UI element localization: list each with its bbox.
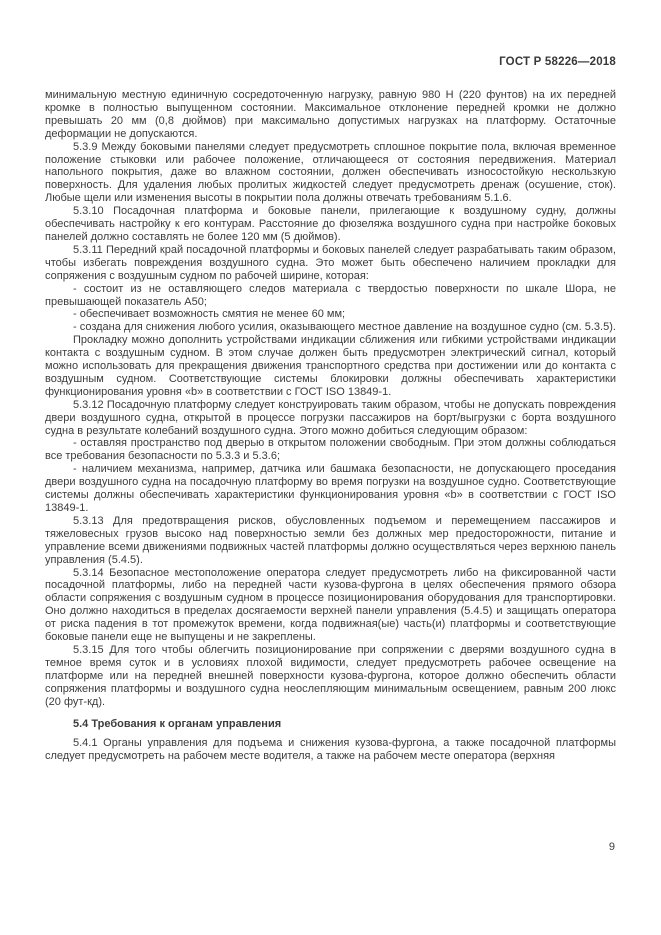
- list-item-local-pressure: - создана для снижения любого усилия, оказывающего местное давление на воздушное судно (см. 5.3.5).: [73, 321, 616, 334]
- list-item-safety-shoe: - наличием механизма, например, датчика или башмака безопасности, не допускающего проседания двери воздушного судна на посадочную платформу во время погрузки на воздушное судно. Соответствующие системы должны обеспечивать характеристики функционирования уровня «b» в соответствии с ГОСТ ISO 13849-1.: [45, 463, 616, 514]
- paragraph-5-3-13: 5.3.13 Для предотвращения рисков, обусловленных подъемом и перемещением пассажиров и тяжеловесных грузов высоко над поверхностью земли без должных мер предосторожности, питание и управление всеми движениями подвижных частей платформы должно осуществляться через верхнюю панель управления (5.4.5).: [45, 514, 616, 566]
- paragraph-5-3-10: 5.3.10 Посадочная платформа и боковые панели, прилегающие к воздушному судну, должны обеспечивать настройку к его контурам. Расстояние до фюзеляжа воздушного судна при настройке боковых панелей должно составлять не более 120 мм (5 дюймов).: [45, 205, 616, 243]
- document-body: [45, 89, 616, 763]
- paragraph-5-3-9: 5.3.9 Между боковыми панелями следует предусмотреть сплошное покрытие пола, включая временное положение стыковки или рабочее положение, отличающееся от состояния передвижения. Материал напольного покрытия, даже во влажном состоянии, должен обеспечивать износостойкую нескользкую поверхность. Для удаления любых пролитых жидкостей следует предусмотреть дренаж (осушение, сток). Любые щели или изменения высоты в покрытии пола должны отвечать требованиям 5.1.6.: [45, 140, 616, 205]
- paragraph-5-4-1: 5.4.1 Органы управления для подъема и снижения кузова-фургона, а также посадочной платформы следует предусмотреть на рабочем месте водителя, а также на рабочем месте оператора (верхняя: [45, 737, 616, 763]
- paragraph-gasket-indication: Прокладку можно дополнить устройствами индикации сближения или гибкими устройствами индикации контакта с воздушным судном. В этом случае должен быть предусмотрен электрический сигнал, который можно использовать для прекращения движения транспортного средства при достижении или до контакта с воздушным судном. Соответствующие системы блокировки должны обеспечивать характеристики функционирования уровня «b» в соответствии с ГОСТ ISO 13849-1.: [45, 334, 616, 398]
- paragraph-continuation: минимальную местную единичную сосредоточенную нагрузку, равную 980 Н (220 фунтов) на их передней кромке в полностью выпущенном состоянии. Максимальное отклонение передней кромки не должно превышать 20 мм (0,8 дюймов) при максимально допустимых нагрузках на платформу. Остаточные деформации не допускаются.: [45, 89, 616, 140]
- document-header-standard-number: ГОСТ Р 58226—2018: [499, 56, 616, 68]
- paragraph-5-3-14: 5.3.14 Безопасное местоположение оператора следует предусмотреть либо на фиксированной части посадочной платформы, либо на передней части кузова-фургона в целях обеспечения прямого обзора области сопряжения с воздушным судном в процессе позиционирования оборудования для транспортировки. Оно должно находиться в пределах досягаемости верхней панели управления (5.4.5) и защищать оператора от риска падения в тот промежуток времени, когда подвижная(ые) часть(и) платформы и соответствующие боковые панели еще не выпущены и не закреплены.: [45, 566, 616, 644]
- paragraph-5-3-11: 5.3.11 Передний край посадочной платформы и боковых панелей следует разрабатывать таким образом, чтобы избегать повреждения воздушного судна. Это может быть обеспечено наличием прокладки для сопряжения с воздушным судном по рабочей ширине, которая:: [45, 243, 616, 282]
- paragraph-5-3-12: 5.3.12 Посадочную платформу следует конструировать таким образом, чтобы не допускать повреждения двери воздушного судна, открытой в процессе погрузки пассажиров на борт/выгрузки с борта воздушного судна в результате колебаний воздушного судна. Этого можно добиться следующим образом:: [45, 398, 616, 437]
- list-item-door-clearance: - оставляя пространство под дверью в открытом положении свободным. При этом должны соблюдаться все требования безопасности по 5.3.3 и 5.3.6;: [45, 437, 616, 463]
- list-item-crush-60mm: - обеспечивает возможность смятия не менее 60 мм;: [73, 308, 346, 321]
- page-number: 9: [608, 841, 615, 853]
- paragraph-5-3-15: 5.3.15 Для того чтобы облегчить позиционирование при сопряжении с дверями воздушного судна в темное время суток и в условиях плохой видимости, следует предусмотреть рабочее освещение на платформе или на передней внешней поверхности кузова-фургона, которое должно обеспечить области сопряжения платформы и воздушного судна неослепляющим минимальным освещением, равным 200 люкс (20 фут-кд).: [45, 643, 616, 708]
- section-heading-5-4: 5.4 Требования к органам управления: [73, 717, 282, 730]
- list-item-shore-material: - состоит из не оставляющего следов материала с твердостью поверхности по шкале Шора, не превышающей показатель А50;: [45, 282, 616, 308]
